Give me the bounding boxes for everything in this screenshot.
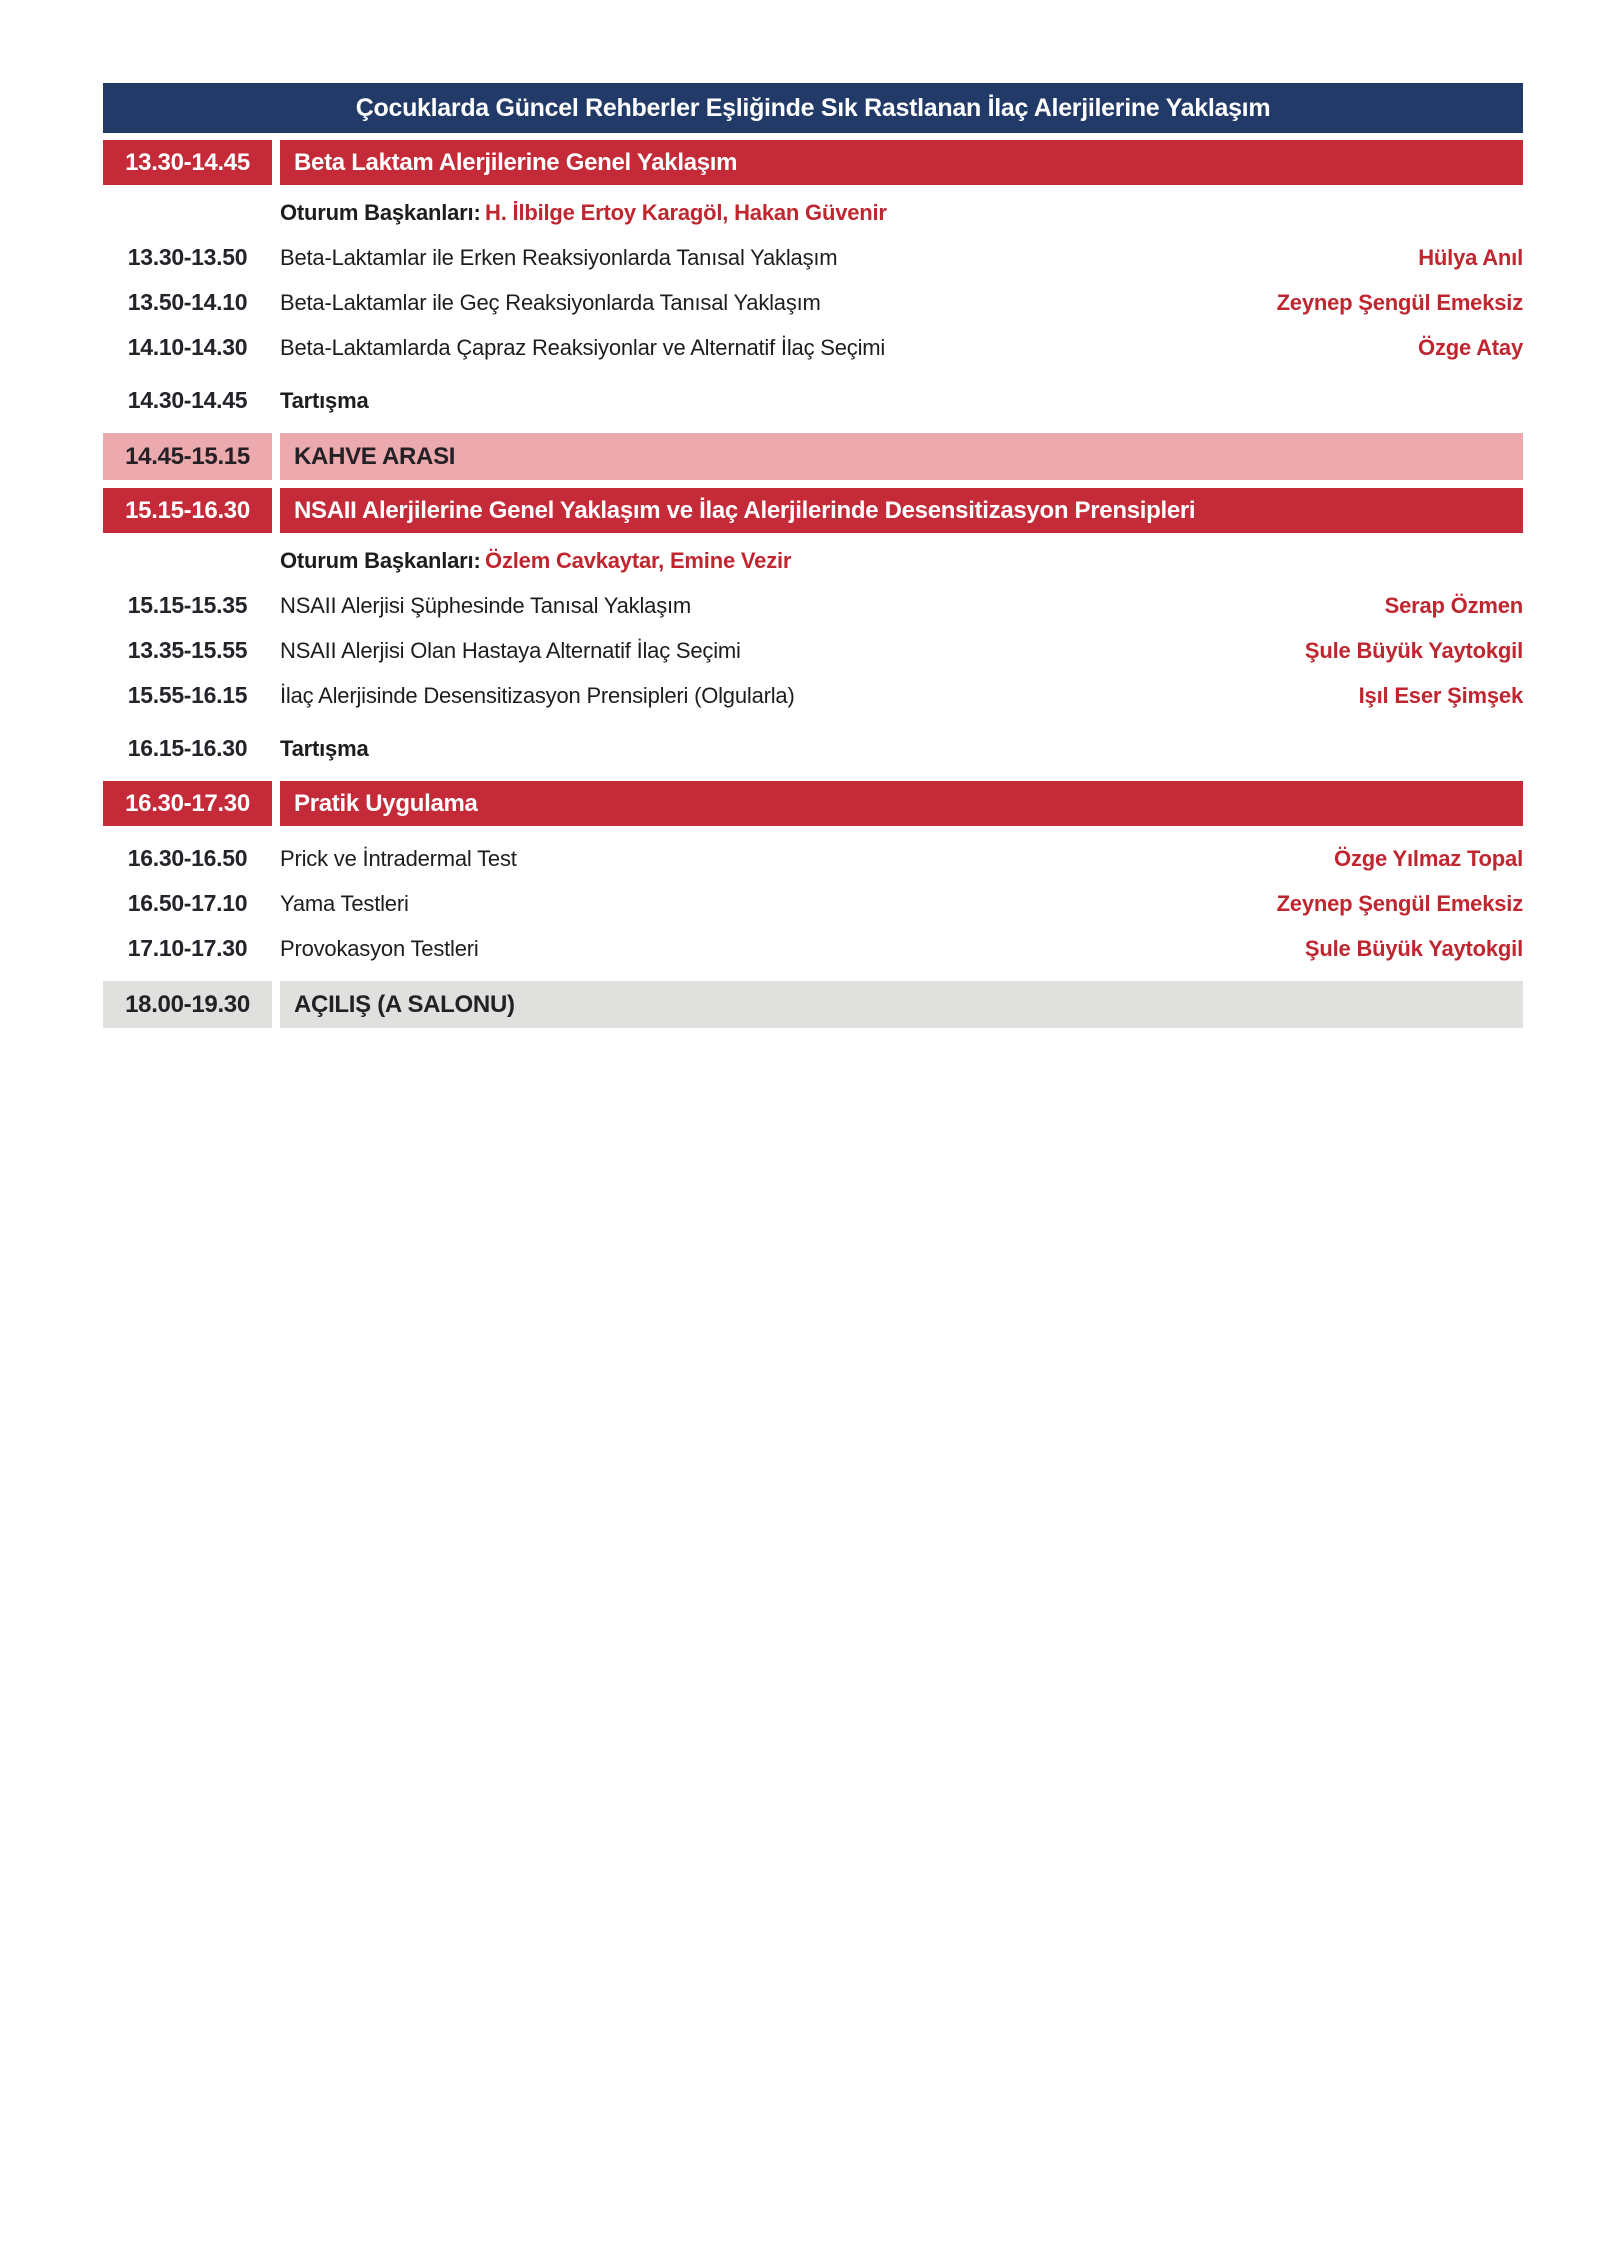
coffee-break-title: KAHVE ARASI	[280, 433, 1523, 480]
talk-title: Prick ve İntradermal Test	[280, 845, 517, 871]
talk-title: Provokasyon Testleri	[280, 935, 479, 961]
talk-time: 17.10-17.30	[127, 935, 248, 961]
talk-row	[103, 926, 1523, 971]
coffee-break-bar	[103, 433, 1523, 480]
speaker-name: Zeynep Şengül Emeksiz	[1276, 289, 1523, 315]
talk-time: 16.15-16.30	[127, 735, 248, 761]
program-content	[103, 83, 1523, 1028]
talk-time: 13.35-15.55	[127, 637, 248, 663]
talk-time: 13.50-14.10	[127, 289, 248, 315]
talk-time: 13.30-13.50	[127, 244, 248, 270]
talk-time: 16.30-16.50	[127, 845, 248, 871]
talk-row	[103, 673, 1523, 718]
talk-time: 14.10-14.30	[127, 334, 248, 360]
talk-row	[103, 836, 1523, 881]
speaker-name: Şule Büyük Yaytokgil	[1304, 935, 1523, 961]
chairs-label: Oturum Başkanları:	[280, 547, 481, 573]
talk-title: Beta-Laktamlarda Çapraz Reaksiyonlar ve Alternatif İlaç Seçimi	[280, 334, 886, 360]
chair-names: Özlem Cavkaytar, Emine Vezir	[485, 547, 792, 573]
chair-names: H. İlbilge Ertoy Karagöl, Hakan Güvenir	[485, 199, 887, 225]
talk-time: 15.15-15.35	[127, 592, 248, 618]
talk-time: 14.30-14.45	[127, 387, 248, 413]
opening-bar	[103, 981, 1523, 1028]
discussion-row	[103, 378, 1523, 423]
discussion-title: Tartışma	[280, 387, 369, 413]
opening-time: 18.00-19.30	[103, 981, 272, 1028]
talk-title: İlaç Alerjisinde Desensitizasyon Prensipleri (Olgularla)	[280, 682, 795, 708]
session3-time: 16.30-17.30	[103, 781, 272, 826]
session2-time: 15.15-16.30	[103, 488, 272, 533]
speaker-name: Özge Yılmaz Topal	[1334, 845, 1523, 871]
session3-header-bar	[103, 781, 1523, 826]
talk-time: 16.50-17.10	[127, 890, 248, 916]
talk-title: NSAII Alerjisi Şüphesinde Tanısal Yaklaşım	[280, 592, 692, 618]
coffee-break-time: 14.45-15.15	[103, 433, 272, 480]
talk-row	[103, 628, 1523, 673]
talk-row	[103, 325, 1523, 370]
discussion-row	[103, 726, 1523, 771]
chairs-cell	[280, 200, 1523, 226]
speaker-name: Şule Büyük Yaytokgil	[1304, 637, 1523, 663]
session1-header-bar	[103, 140, 1523, 185]
speaker-name: Hülya Anıl	[1418, 244, 1523, 270]
speaker-name: Zeynep Şengül Emeksiz	[1276, 890, 1523, 916]
chairs-text	[280, 200, 887, 226]
chairs-cell	[280, 548, 1523, 574]
talk-time: 15.55-16.15	[127, 682, 248, 708]
session3-title: Pratik Uygulama	[280, 781, 1523, 826]
session1-chairs-row	[103, 190, 1523, 235]
chairs-label: Oturum Başkanları:	[280, 199, 481, 225]
speaker-name: Özge Atay	[1418, 334, 1523, 360]
talk-row	[103, 881, 1523, 926]
speaker-name: Serap Özmen	[1384, 592, 1523, 618]
discussion-title: Tartışma	[280, 735, 369, 761]
talk-row	[103, 583, 1523, 628]
session2-chairs-row	[103, 538, 1523, 583]
talk-title: NSAII Alerjisi Olan Hastaya Alternatif İlaç Seçimi	[280, 637, 741, 663]
session1-time: 13.30-14.45	[103, 140, 272, 185]
session2-header-bar	[103, 488, 1523, 533]
session2-title: NSAII Alerjilerine Genel Yaklaşım ve İlaç Alerjilerinde Desensitizasyon Prensipleri	[280, 488, 1523, 533]
chairs-text	[280, 548, 791, 574]
program-title: Çocuklarda Güncel Rehberler Eşliğinde Sık Rastlanan İlaç Alerjilerine Yaklaşım	[355, 93, 1271, 122]
session1-title: Beta Laktam Alerjilerine Genel Yaklaşım	[280, 140, 1523, 185]
talk-title: Yama Testleri	[280, 890, 409, 916]
program-title-bar	[103, 83, 1523, 133]
speaker-name: Işıl Eser Şimşek	[1358, 682, 1523, 708]
talk-row	[103, 280, 1523, 325]
talk-title: Beta-Laktamlar ile Geç Reaksiyonlarda Tanısal Yaklaşım	[280, 289, 821, 315]
talk-row	[103, 235, 1523, 280]
opening-title: AÇILIŞ (A SALONU)	[280, 981, 1523, 1028]
talk-title: Beta-Laktamlar ile Erken Reaksiyonlarda Tanısal Yaklaşım	[280, 244, 838, 270]
